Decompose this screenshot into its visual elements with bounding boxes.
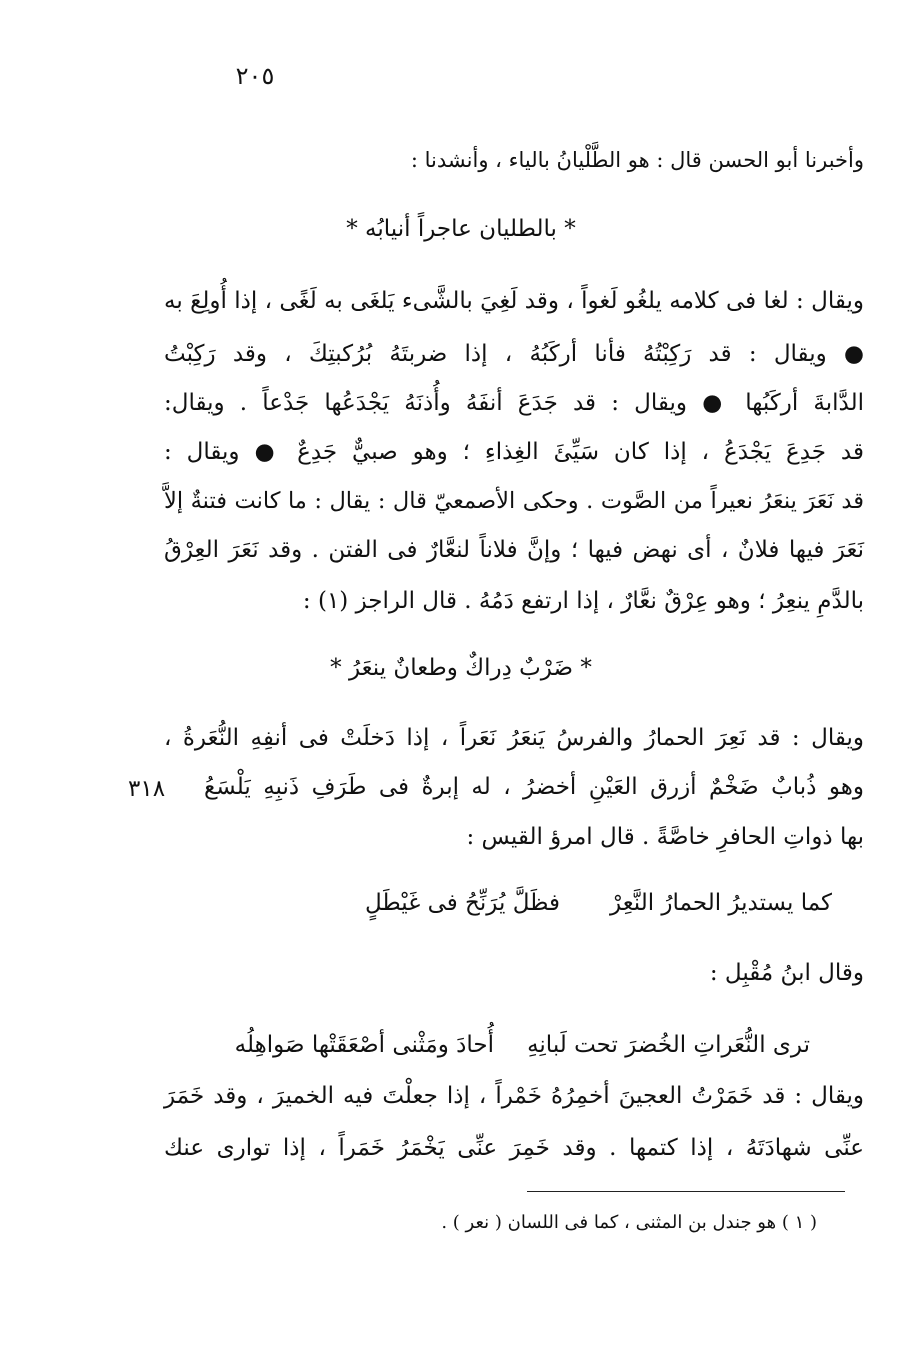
text-line-2: ويقال : لغا فى كلامه يلغُو لَغواً ، وقد لَغِيَ بالشَّىء يَلغَى به لَغًى ، إذا أُولِعَ به <box>164 288 864 314</box>
couplet-2-second-hemistich: أُحادَ ومَثْنى أصْعَقَتْها صَواهِلُه <box>234 1032 494 1058</box>
couplet-1-second-hemistich: كما يستديرُ الحمارُ النَّعِرْ <box>610 890 832 916</box>
text-line-9: ويقال : قد نَعِرَ الحمارُ والفرسُ يَنعَرُ نَعَراً ، إذا دَخلَتْ فى أنفِهِ النُّعَرةُ ، <box>164 725 864 751</box>
text-line-6: قد نَعَرَ ينعَرُ نعيراً من الصَّوت . وحكى الأصمعيّ قال : يقال : ما كانت فتنةٌ إلاَّ <box>164 488 864 514</box>
verse-2: * ضَرْبٌ دِراكٌ وطعانٌ ينعَرُ * <box>330 655 592 681</box>
text-line-4: الدَّابةَ أركَبُها ● ويقال : قد جَدَعَ أنفَهُ وأُذنَهُ يَجْدَعُها جَدْعاً . ويقال: <box>164 390 864 416</box>
text-line-8: بالدَّمِ ينعِرُ ؛ وهو عِرْقٌ نعَّارٌ ، إذا ارتفع دَمُهُ . قال الراجز (١) : <box>302 588 864 614</box>
text-line-3: ● ويقال : قد رَكِبْتُهُ فأنا أركَبُهُ ، إذا ضربتَهُ بُرُكبتِكَ ، وقد رَكِبْتُ <box>164 341 864 367</box>
footnote: ( ١ ) هو جندل بن المثنى ، كما فى اللسان ( نعر ) . <box>441 1212 817 1233</box>
text-line-11: بها ذواتِ الحافرِ خاصَّةً . قال امرؤ القيس : <box>466 824 864 850</box>
text-line-10: وهو ذُبابٌ ضَخْمٌ أزرق العَيْنِ أخضرُ ، له إبرةٌ فى طَرَفِ ذَنبِهِ يَلْسَعُ <box>204 774 864 800</box>
footnote-divider <box>527 1191 845 1192</box>
text-line-5: قد جَدِعَ يَجْدَعُ ، إذا كان سَيِّئَ الغِذاءِ ؛ وهو صبيٌّ جَدِعٌ ● ويقال : <box>164 439 864 465</box>
couplet-2-first-hemistich: ترى النُّعَراتِ الخُضرَ تحت لَبانِهِ <box>527 1032 810 1058</box>
text-line-7: نَعَرَ فيها فلانٌ ، أى نهض فيها ؛ وإنَّ فلاناً لنعَّارٌ فى الفتن . وقد نَعَرَ العِرْقُ <box>164 537 864 563</box>
text-line-1: وأخبرنا أبو الحسن قال : هو الطَّلْيانُ بالياء ، وأنشدنا : <box>410 148 864 172</box>
margin-number: ٣١٨ <box>128 776 166 802</box>
text-line-12: وقال ابنُ مُقْبِل : <box>709 960 864 986</box>
text-line-14: عنِّى شهادَتَهُ ، إذا كتمها . وقد خَمِرَ عنِّى يَخْمَرُ خَمَراً ، إذا توارى عنك <box>164 1135 864 1161</box>
couplet-1-first-hemistich: فظَلَّ يُرَنِّحُ فى غَيْطَلٍ <box>365 890 560 916</box>
page-number: ٢٠٥ <box>235 62 275 90</box>
verse-1: * بالطليان عاجراً أنيابُه * <box>346 216 576 242</box>
text-line-13: ويقال : قد خَمَرْتُ العجينَ أخمِرُهُ خَمْراً ، إذا جعلْتَ فيه الخميرَ ، وقد خَمَرَ <box>164 1083 864 1109</box>
